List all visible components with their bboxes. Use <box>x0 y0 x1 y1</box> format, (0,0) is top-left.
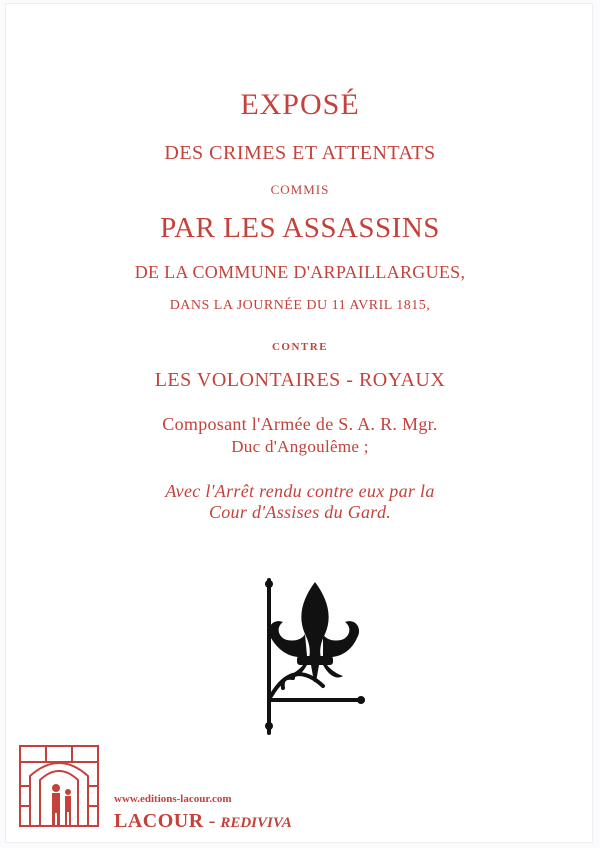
title-volontaires: LES VOLONTAIRES - ROYAUX <box>154 369 446 391</box>
title-contre: CONTRE <box>271 341 329 353</box>
publisher-name: LACOUR <box>114 810 204 832</box>
title-expose: EXPOSÉ <box>240 88 360 121</box>
title-armee: Composant l'Armée de S. A. R. Mgr. <box>162 414 438 434</box>
title-commune: DE LA COMMUNE D'ARPAILLARGUES, <box>134 262 466 282</box>
title-date: DANS LA JOURNÉE DU 11 AVRIL 1815, <box>169 298 431 313</box>
title-cour: Cour d'Assises du Gard. <box>208 502 392 522</box>
publisher-separator: - <box>203 810 221 832</box>
publisher-line <box>114 810 292 833</box>
lacour-gate-logo-icon <box>18 742 102 830</box>
publisher-series: REDIVIVA <box>220 815 292 831</box>
title-assassins: PAR LES ASSASSINS <box>160 212 440 244</box>
publisher-website: www.editions-lacour.com <box>114 793 232 805</box>
title-crimes: DES CRIMES ET ATTENTATS <box>164 142 436 164</box>
title-commis: COMMIS <box>270 182 330 197</box>
fleur-de-lis-bracket-icon <box>253 578 373 738</box>
title-arret: Avec l'Arrêt rendu contre eux par la <box>165 481 435 501</box>
title-duc: Duc d'Angoulême ; <box>231 437 369 456</box>
